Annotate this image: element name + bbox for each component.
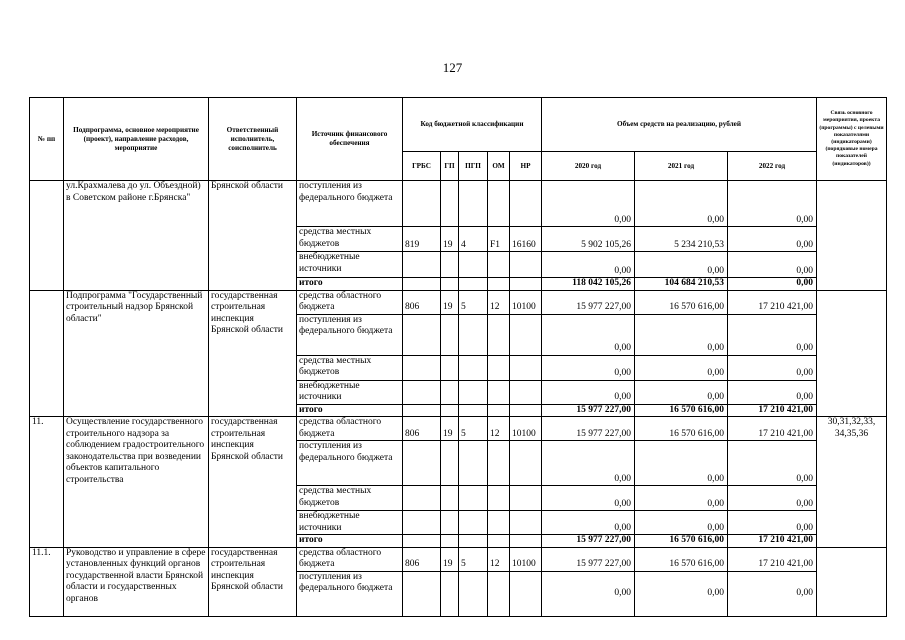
total-row: итого 118 042 105,26 104 684 210,53 0,00 [30,278,887,291]
table-row: внебюджетные источники 0,00 0,00 0,00 [30,380,887,404]
table-row: внебюджетные источники 0,00 0,00 0,00 [30,252,887,278]
source: внебюджетные источники [297,252,403,278]
table-row [30,181,887,227]
header-link: Связь основного мероприятия, проекта (программы) с целевыми показателями (индикаторами) (порядковые номера показателей (индикаторов)) [817,98,887,181]
header-om: ОМ [488,152,510,181]
value-2021: 0,00 [635,181,728,227]
table-row: средства местных бюджетов 0,00 0,00 0,00 [30,355,887,380]
table-row: Подпрограмма "Государственный строительный надзор Брянской области" государственная строительная инспекция Брянской области средства областного бюджета 806 19 5 12 10100 15 977 227,00 16 570 616,00 17 210 421,00 [30,290,887,314]
total-row: итого 15 977 227,00 16 570 616,00 17 210 421,00 [30,404,887,417]
value-2020: 5 902 105,26 [542,227,635,252]
budget-table [29,97,887,617]
header-2022: 2022 год [728,152,817,181]
subprogram-name: Подпрограмма "Государственный строительный надзор Брянской области" [64,290,209,417]
header-np: НР [510,152,542,181]
header-no: № пп [30,98,64,181]
responsible: Брянской области [209,181,297,291]
header-subprogram: Подпрограмма, основное мероприятие (проект), направление расходов, мероприятие [64,98,209,181]
table-row: средства местных бюджетов 0,00 0,00 0,00 [30,486,887,511]
header-grbs: ГРБС [403,152,441,181]
value-2022: 0,00 [728,227,817,252]
measure-name: Осуществление государственного строительного надзора за соблюдением градостроительного законодательства при возведении объектов капитального строительства [64,417,209,548]
table-row: внебюджетные источники 0,00 0,00 0,00 [30,511,887,535]
header-responsible: Ответственный исполнитель, соисполнитель [209,98,297,181]
value-2021: 5 234 210,53 [635,227,728,252]
table-row: поступления из федерального бюджета 0,00 0,00 0,00 [30,314,887,355]
header-source: Источник финансового обеспечения [297,98,403,181]
total-row: итого 15 977 227,00 16 570 616,00 17 210 421,00 [30,535,887,548]
measure-name: Руководство и управление в сфере установленных функций органов государственной власти Брянской области и государственных органов [64,547,209,616]
row-number: 11.1. [30,547,64,616]
header-2020: 2020 год [542,152,635,181]
page-number: 127 [442,60,463,75]
value-2022: 0,00 [728,181,817,227]
source: средства местных бюджетов [297,227,403,252]
value-2020: 0,00 [542,181,635,227]
indicator-link: 30,31,32,33, 34,35,36 [817,417,887,548]
header-pgp: ПГП [459,152,488,181]
source: поступления из федерального бюджета [297,181,403,227]
header-gp: ГП [441,152,459,181]
table-row: поступления из федерального бюджета 0,00 0,00 0,00 [30,441,887,486]
table-row: 11. Осуществление государственного строительного надзора за соблюдением градостроительного законодательства при возведении объектов капитального строительства государственная строительная инспекция Брянской области средства областного бюджета 806 19 5 12 10100 15 977 227,00 16 570 616,00 17 210 421,00 30,31,32,33, 34,35,36 [30,417,887,441]
responsible: государственная строительная инспекция Брянской области [209,547,297,616]
row-number: 11. [30,417,64,548]
table-row: средства местных бюджетов 819 19 4 F1 16160 5 902 105,26 5 234 210,53 0,00 [30,227,887,252]
header-budget-code: Код бюджетной классификации [403,98,542,152]
header-2021: 2021 год [635,152,728,181]
header-volume: Объем средств на реализацию, рублей [542,98,817,152]
responsible: государственная строительная инспекция Брянской области [209,290,297,417]
table-row: 11.1. Руководство и управление в сфере установленных функций органов государственной власти Брянской области и государственных органов государственная строительная инспекция Брянской области средства областного бюджета 806 19 5 12 10100 15 977 227,00 16 570 616,00 17 210 421,00 [30,547,887,571]
responsible: государственная строительная инспекция Брянской области [209,417,297,548]
measure-name: ул.Крахмалева до ул. Объездной) в Советском районе г.Брянска" [64,181,209,291]
table-row: поступления из федерального бюджета 0,00 0,00 0,00 [30,571,887,616]
